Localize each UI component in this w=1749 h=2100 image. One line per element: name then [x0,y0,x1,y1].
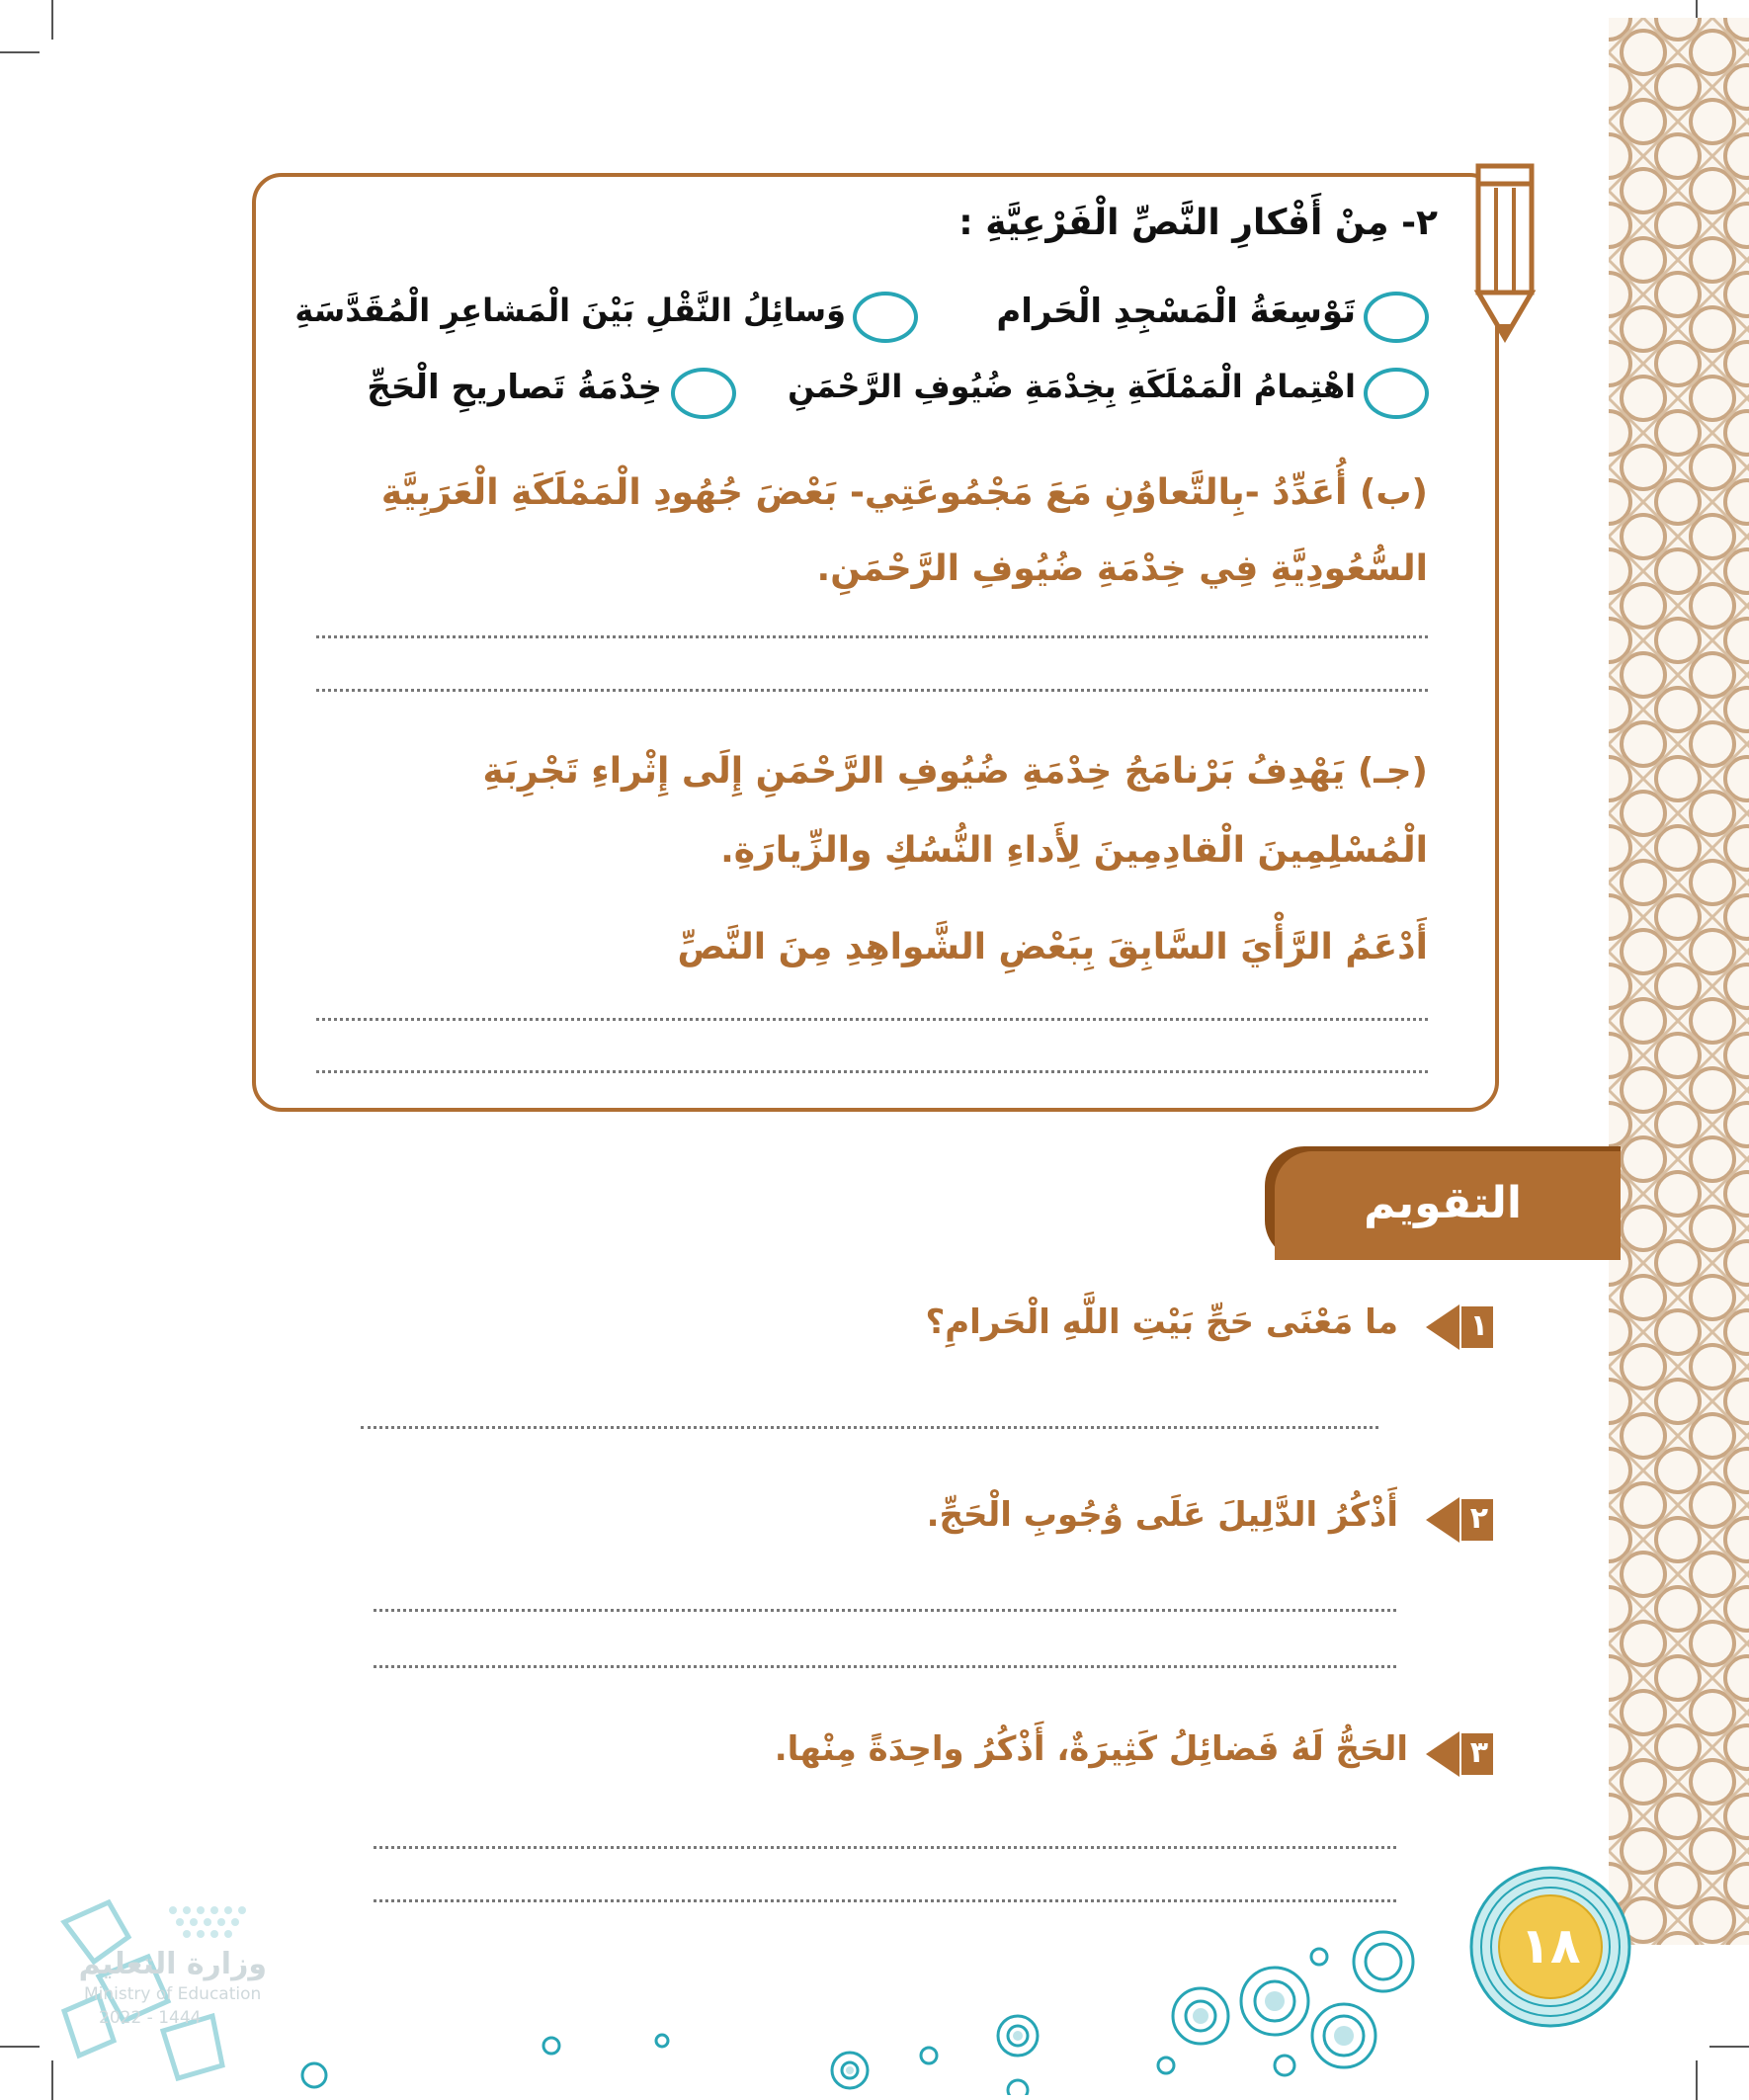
option-checkbox[interactable] [853,292,918,343]
option-label: وَسائِلُ النَّقْلِ بَيْنَ الْمَشاعِرِ الْمُقَدَّسَةِ [294,292,846,329]
question-number: ٣ [1469,1735,1488,1770]
part-b-question-cont: السُّعُودِيَّةِ فِي خِدْمَةِ ضُيُوفِ الرَّحْمَنِ. [816,548,1428,589]
question-text: ما مَعْنَى حَجِّ بَيْتِ اللَّهِ الْحَرامِ؟ [925,1302,1398,1342]
answer-line[interactable] [374,1899,1396,1902]
option-checkbox[interactable] [671,368,736,419]
answer-line[interactable] [316,635,1428,638]
crop-mark [1696,2060,1698,2100]
crop-mark [0,2046,40,2048]
option-label: اهْتِمامُ الْمَمْلَكَةِ بِخِدْمَةِ ضُيُوفِ الرَّحْمَنِ [788,368,1356,405]
pencil-icon [1470,158,1540,346]
answer-line[interactable] [374,1609,1396,1612]
answer-line[interactable] [316,1070,1428,1073]
question-number: ١ [1469,1308,1488,1343]
answer-line[interactable] [361,1426,1378,1429]
option-checkbox[interactable] [1364,292,1429,343]
question-number: ٢ [1469,1501,1488,1536]
crop-mark [51,0,53,40]
option-label: تَوْسِعَةُ الْمَسْجِدِ الْحَرام [996,292,1356,331]
part-c-question-cont: الْمُسْلِمِينَ الْقادِمِينَ لِأَداءِ النُّسُكِ والزِّيارَةِ. [720,830,1428,871]
section-title: ٢- مِنْ أَفْكارِ النَّصِّ الْفَرْعِيَّةِ : [958,203,1438,243]
part-c-question: (جـ) يَهْدِفُ بَرْنامَجُ خِدْمَةِ ضُيُوفِ الرَّحْمَنِ إِلَى إِثْراءِ تَجْرِبَةِ [482,751,1428,792]
ministry-name-ar: وزارة التعليم [78,1947,267,1981]
answer-line[interactable] [316,689,1428,692]
question-text: أَذْكُرُ الدَّلِيلَ عَلَى وُجُوبِ الْحَجِّ. [926,1495,1398,1535]
ministry-year: 2022 - 1444 [99,2008,202,2028]
answer-line[interactable] [374,1665,1396,1668]
crop-mark [1709,2046,1749,2048]
option-label: خِدْمَةُ تَصاريحِ الْحَجِّ [367,368,662,407]
part-b-question: (ب) أُعَدِّدُ -بِالتَّعاوُنِ مَعَ مَجْمُوعَتِي- بَعْضَ جُهُودِ الْمَمْلَكَةِ الْعَرَبِيَّةِ [380,472,1428,513]
question-text: الحَجُّ لَهُ فَضائِلُ كَثِيرَةٌ، أَذْكُرُ واحِدَةً مِنْها. [774,1729,1408,1769]
answer-line[interactable] [316,1018,1428,1021]
page-number: ١٨ [1520,1917,1581,1974]
decorative-rosettes [296,1917,1482,2095]
part-c-task: أَدْعَمُ الرَّأْيَ السَّابِقَ بِبَعْضِ الشَّواهِدِ مِنَ النَّصِّ [677,927,1428,967]
evaluation-title: التقويم [1364,1178,1522,1228]
answer-line[interactable] [374,1846,1396,1849]
crop-mark [0,51,40,53]
crop-mark [51,2060,53,2100]
ornamental-border [1609,18,1749,1945]
option-checkbox[interactable] [1364,368,1429,419]
ministry-name-en: Ministry of Education [84,1984,262,2004]
